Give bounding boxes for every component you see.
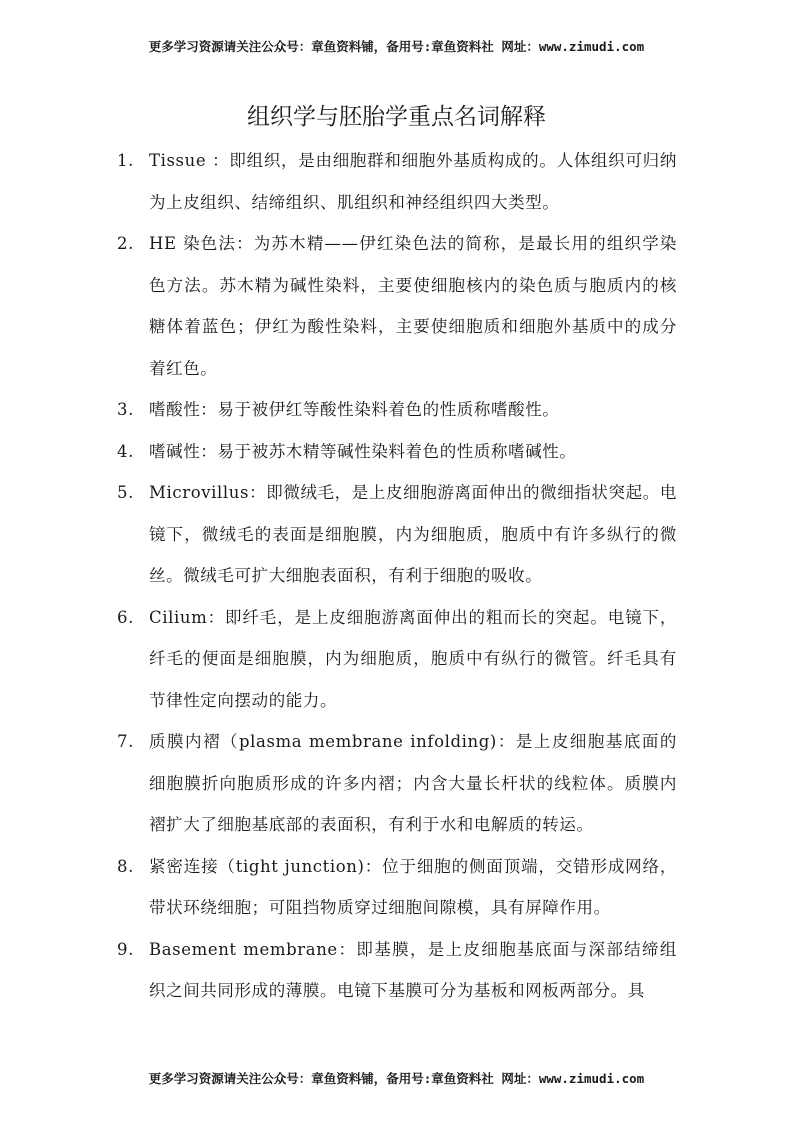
item-number: 3. xyxy=(117,400,134,419)
item-number: 5. xyxy=(117,483,134,502)
term-item xyxy=(117,597,677,722)
term-item xyxy=(117,929,677,1012)
item-definition: 嗜碱性：易于被苏木精等碱性染料着色的性质称嗜碱性。 xyxy=(149,441,577,461)
term-list xyxy=(117,140,677,1012)
footer-banner: 更多学习资源请关注公众号：章鱼资料铺，备用号:章鱼资料社 网址：www.zimudi.com xyxy=(148,1071,645,1086)
item-number: 8. xyxy=(117,856,134,876)
item-number: 4. xyxy=(117,441,134,461)
header-banner: 更多学习资源请关注公众号：章鱼资料铺，备用号:章鱼资料社 网址：www.zimudi.com xyxy=(148,39,645,54)
page-title: 组织学与胚胎学重点名词解释 xyxy=(247,104,546,130)
item-definition: Cilium：即纤毛，是上皮细胞游离面伸出的粗而长的突起。电镜下，纤毛的便面是细胞膜，内为细胞质，胞质中有纵行的微管。纤毛具有节律性定向摆动的能力。 xyxy=(149,607,677,710)
item-definition: HE 染色法：为苏木精——伊红染色法的简称，是最长用的组织学染 色方法。苏木精为碱性染料，主要使细胞核内的染色质与胞质内的核糖体着蓝色；伊红为酸性染料，主要使细胞质和细胞外基质中的成分着红色。 xyxy=(149,234,677,378)
term-item xyxy=(117,140,677,223)
term-item xyxy=(117,846,677,929)
item-number: 7. xyxy=(117,732,134,751)
item-definition: Basement membrane：即基膜，是上皮细胞基底面与深部结缔组织之间共同形成的薄膜。电镜下基膜可分为基板和网板两部分。具 xyxy=(149,939,677,1000)
term-item xyxy=(117,389,677,431)
item-number: 1. xyxy=(117,151,134,170)
term-item xyxy=(117,721,677,846)
term-item xyxy=(117,431,677,473)
item-number: 2. xyxy=(117,234,134,253)
item-number: 6. xyxy=(117,607,134,627)
term-item xyxy=(117,223,677,389)
item-definition: 紧密连接（tight junction)：位于细胞的侧面顶端，交错形成网络，带状环绕细胞；可阻挡物质穿过细胞间隙模，具有屏障作用。 xyxy=(149,856,677,917)
item-number: 9. xyxy=(117,939,134,959)
item-definition: Tissue ：即组织，是由细胞群和细胞外基质构成的。人体组织可归纳 为上皮组织、结缔组织、肌组织和神经组织四大类型。 xyxy=(149,151,677,212)
term-item xyxy=(117,472,677,597)
item-definition: 嗜酸性：易于被伊红等酸性染料着色的性质称嗜酸性。 xyxy=(149,400,560,419)
item-definition: 质膜内褶（plasma membrane infolding)：是上皮细胞基底面的细胞膜折向胞质形成的许多内褶；内含大量长杆状的线粒体。质膜内褶扩大了细胞基底部的表面积，有利于水和电解质的转运。 xyxy=(149,732,677,834)
item-definition: Microvillus：即微绒毛，是上皮细胞游离面伸出的微细指状突起。电镜下，微绒毛的表面是细胞膜，内为细胞质，胞质中有许多纵行的微丝。微绒毛可扩大细胞表面积，有利于细胞的吸收。 xyxy=(149,483,677,585)
